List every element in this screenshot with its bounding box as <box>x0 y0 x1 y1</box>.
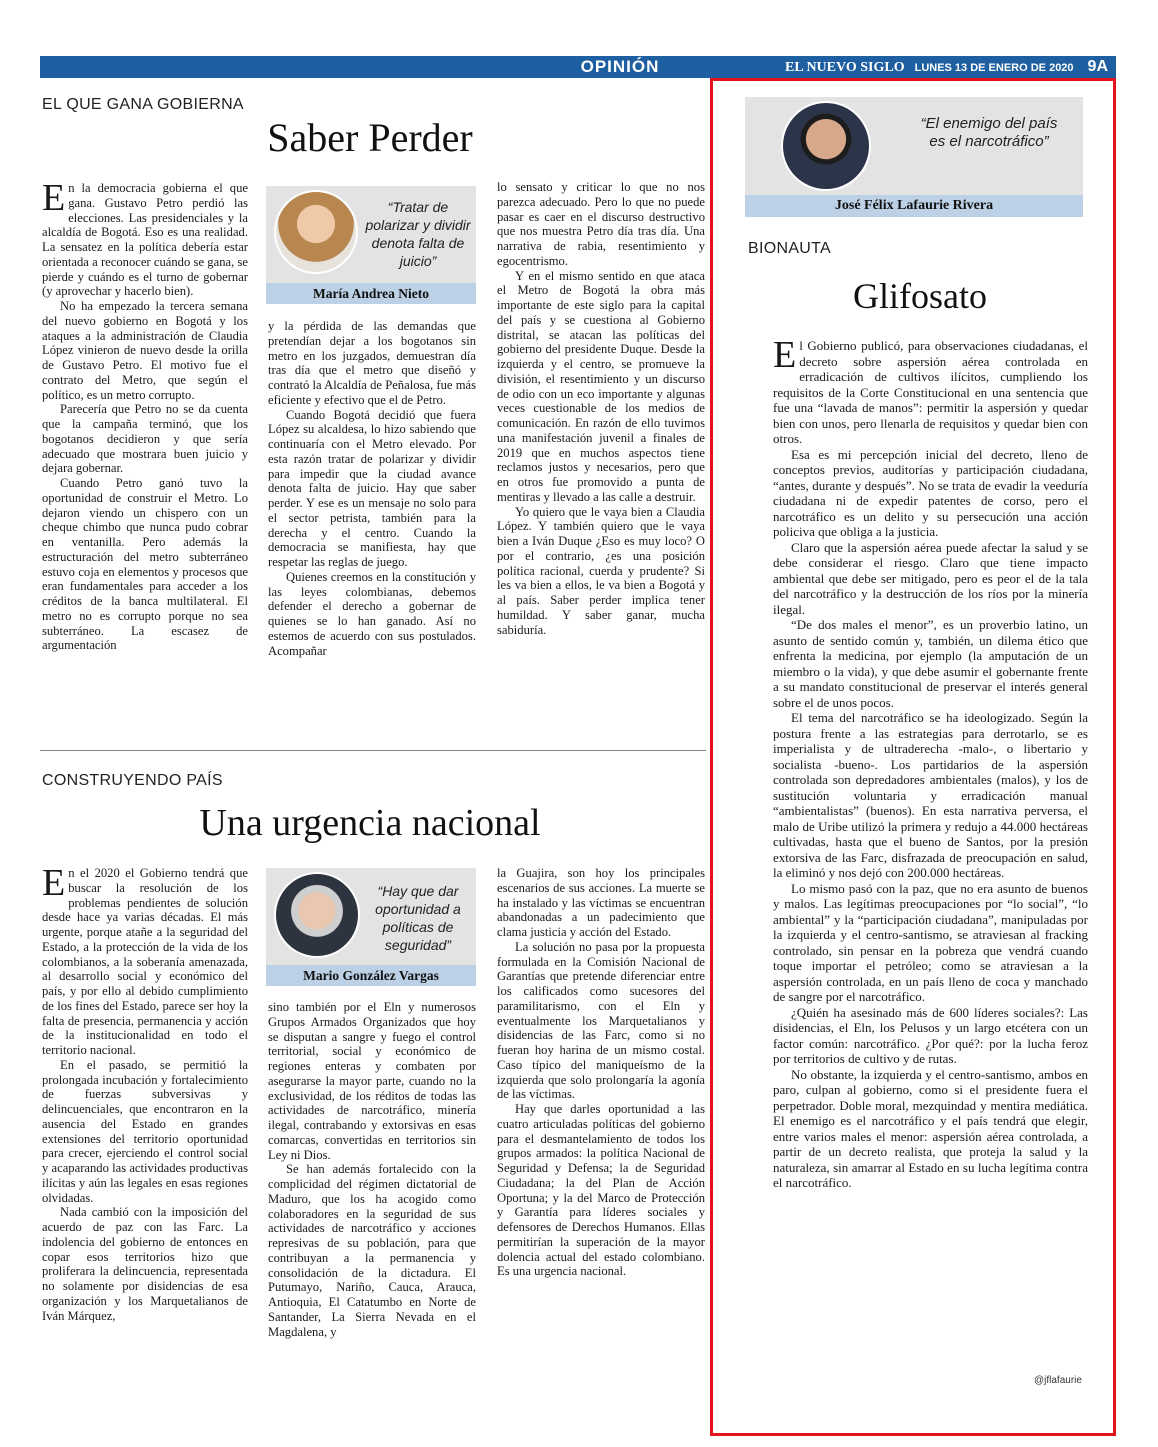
paragraph: Nada cambió con la imposición del acuerdo de paz con las Farc. La indolencia del gobierno de entonces en copar esos territorios hizo que proliferara la delincuencia, representada no solamente por disidencias de esa organización y los Marquetalianos de Iván Márquez, <box>42 1205 248 1323</box>
article1-kicker: EL QUE GANA GOBIERNA <box>42 96 244 113</box>
paragraph: En el pasado, se permitió la prolongada incubación y fortalecimiento de fuerzas subversivas y delincuenciales, que encontraron en la ausencia del Estado en grandes extensiones del territorio oportunidad para crecer, ejerciendo el control social y acaparando las actividades productivas ilícitas y aún las legales en esas regiones olvidadas. <box>42 1057 248 1205</box>
paragraph: Yo quiero que le vaya bien a Claudia López. Y también quiero que le vaya bien a Iván Duque ¿Eso es muy loco? O por el contrario, ¿es una posición política racional, cuerda y prudente? Si les va bien a ellos, le va bien a Bogotá y al país. Saber perder implica tener humildad. Y saber ganar, mucha sabiduría. <box>497 504 705 637</box>
author-name: Mario González Vargas <box>266 965 476 986</box>
masthead <box>785 56 1108 79</box>
article1-dropcap: E <box>42 177 66 219</box>
paragraph: Cuando Bogotá decidió que fuera López su alcaldesa, lo hizo sabiendo que continuaría con el Metro elevado. Por esta razón tratar de polarizar y dividir para impedir que la ciudad avance denota falta de juicio. Hay que saber perder. Y ese es un mensaje no solo para el sector petrista, también para la derecha y el centro. Cuando la democracia se manifiesta, hay que respetar las reglas de juego. <box>268 407 476 569</box>
paragraph: La solución no pasa por la propuesta formulada en la Comisión Nacional de Garantías que pretende diferenciar entre los calificados como sucesores del paramilitarismo, con el Eln y eventualmente los Marquetalianos y disidencias de las Farc, como si no fueran hoy harina de un mismo costal. Caso típico del maniqueísmo de la izquierda que solo prolongaría la agonía de las víctimas. <box>497 939 705 1102</box>
paragraph: la Guajira, son hoy los principales escenarios de sus acciones. La muerte se ha instalado y las víctimas se encuentran abandonadas a un padecimiento que clama justicia y acción del Estado. <box>497 866 705 939</box>
paragraph: Quienes creemos en la constitución y las leyes colombianas, debemos defender el derecho a gobernar de quienes se lo han ganado. Así no estemos de acuerdo con sus postulados. Acompañar <box>268 569 476 658</box>
paragraph: ¿Quién ha asesinado más de 600 líderes sociales?: Las disidencias, el Eln, los Pelusos y un largo etcétera con un factor común: narcotráfico. ¿Por qué?: por la lucha feroz por territorios de cultivo y de rutas. <box>773 1004 1088 1066</box>
author-quote: “El enemigo del país es el narcotráfico” <box>920 115 1058 150</box>
paragraph: n la democracia gobierna el que gana. Gustavo Petro perdió las elecciones. Las presidenciales y la alcaldía de Bogotá. Eso es una realidad. La sensatez en la política debería estar orientada a reconocer cuándo se gana, se pierde y cuándo es el turno de gobernar (y aprovechar y hacerlo bien). <box>42 181 248 299</box>
article-divider <box>40 750 706 751</box>
paragraph: lo sensato y criticar lo que no nos parezca adecuado. Pero lo que no puede pasar es caer en el discurso destructivo que nos muestra Petro día tras día. Una narrativa de rabia, resentimiento y egocentrismo. <box>497 180 705 268</box>
paragraph: No obstante, la izquierda y el centro-santismo, ambos en paro, culpan al gobierno, como si el presidente fuera el perpetrador. Doble moral, mezquindad y mentira mediática. El enemigo es el narcotráfico y el país tendrá que elegir, entre varios males el menor: aspersión aérea controlada, a partir de un decreto realista, que proteja la salud y la naturaleza, sin amarrar al Estado en su lucha legítima contra el narcotráfico. <box>773 1066 1088 1190</box>
author-social-handle: @jflafaurie <box>1034 1375 1082 1386</box>
article3-headline: Glifosato <box>853 276 987 316</box>
paragraph: No ha empezado la tercera semana del nuevo gobierno en Bogotá y los ataques a la administración de Claudia López vinieron de nuevo desde la orilla de Gustavo Petro. El motivo fue el contrato del Metro, que según el político, es un metro corrupto. <box>42 299 248 402</box>
article1-author-box <box>266 186 476 304</box>
paragraph: Lo mismo pasó con la paz, que no era asunto de buenos y malos. Las legítimas preocupaciones por “lo social”, “lo ambiental” y la “participación ciudadana”, manipuladas por la izquierda y el centro-santismo, se atraviesan al fracking controlado, sin pensar en la pobreza que vendrá cuando toque importar el petróleo; como se atraviesan a la aspersión controlada, en un país lleno de coca y manchado de sangre por el narcotráfico. <box>773 880 1088 1004</box>
author-photo <box>274 190 358 274</box>
article1-column-1 <box>42 177 248 653</box>
paragraph: Se han además fortalecido con la complicidad del régimen dictatorial de Maduro, que los ha acogido como colaboradores en la seguridad de sus actividades de narcotráfico y acciones represivas de su población, para que contribuyan a la permanencia y consolidación de la dictadura. El Putumayo, Nariño, Cauca, Arauca, Antioquia, El Catatumbo en Norte de Santander, La Sierra Nevada en el Magdalena, y <box>268 1162 476 1339</box>
article2-column-3 <box>497 866 705 1279</box>
article3-kicker: BIONAUTA <box>748 240 832 257</box>
newspaper-name: EL NUEVO SIGLO <box>785 60 905 75</box>
article3-author-box <box>745 97 1083 217</box>
article3-body <box>773 334 1088 1191</box>
paragraph: n el 2020 el Gobierno tendrá que buscar la resolución de los problemas pendientes de solución desde hace ya varias décadas. El más urgente, porque atañe a la seguridad del Estado, a la protección de la vida de los colombianos, a la soberanía amenazada, al desarrollo social y económico del país, y por ello al debido cumplimiento de los fines del Estado, parece ser hoy la falta de presencia, permanencia y acción de la institucionalidad en todo el territorio nacional. <box>42 866 248 1057</box>
section-name: OPINIÓN <box>580 57 660 76</box>
author-name: María Andrea Nieto <box>266 283 476 304</box>
page-number: 9A <box>1087 58 1108 75</box>
paragraph: Hay que darles oportunidad a las cuatro articuladas políticas del gobierno para el desmantelamiento de todos los grupos armados: la política Nacional de Seguridad y Defensa; la de Seguridad Ciudadana; la del Plan de Acción Oportuna; y la del Marco de Protección y Garantía para líderes sociales y defensores de Derechos Humanos. Ellas permitirían la superación de la mayor dolencia actual del estado colombiano. Es una urgencia nacional. <box>497 1102 705 1279</box>
author-quote: “Tratar de polarizar y dividir denota falta de juicio” <box>365 199 471 269</box>
article1-headline: Saber Perder <box>267 115 473 160</box>
article2-author-box <box>266 868 476 986</box>
article2-dropcap: E <box>42 862 66 904</box>
paragraph: Y en el mismo sentido en que ataca el Metro de Bogotá la obra más importante de este siglo para la capital del país y se cuestiona al Gobierno distrital, se atacan las políticas del gobierno del presidente Duque. Desde la izquierda y el centro, se promueve la división, el resentimiento y un discurso de odio con un eco importante y algunas veces cuestionable de los medios de comunicación. En razón de ello tuvimos una manifestación juvenil a finales de 2019 que en muchos aspectos tiene reclamos justos y necesarios, pero que en otros fue promovido a punta de mentiras y llevado a las calle a destruir. <box>497 268 705 504</box>
paragraph: y la pérdida de las demandas que pretendían dejar a los bogotanos sin metro en los juzgados, demuestran día tras día que el metro que diseñó y contrató la Alcaldía de Peñalosa, fue más eficiente y efectivo que el de Petro. <box>268 319 476 407</box>
article1-column-2 <box>268 319 476 658</box>
author-photo <box>781 101 871 191</box>
article2-column-1 <box>42 862 248 1323</box>
page-header-bar <box>40 56 1116 78</box>
article3-dropcap: E <box>773 334 797 376</box>
paragraph: Parecería que Petro no se da cuenta que la campaña terminó, que los bogotanos decidieron y que sería adecuado que mostrara buen juicio y dejara gobernar. <box>42 402 248 476</box>
article2-kicker: CONSTRUYENDO PAÍS <box>42 772 223 789</box>
paragraph: l Gobierno publicó, para observaciones ciudadanas, el decreto sobre aspersión aérea controlada en erradicación de cultivos ilícitos, cumpliendo los requisitos de la Corte Constitucional en una sentencia que fue una “lavada de manos”: permitir la aspersión y quedar bien con unos, pero llenarla de requisitos y quedar bien con otros. <box>773 338 1088 446</box>
article1-column-3 <box>497 180 705 637</box>
paragraph: El tema del narcotráfico se ha ideologizado. Según la postura frente a las estrategias para derrotarlo, se es imperialista y de ultraderecha -malo-, o libertario y socialista -bueno-. Los partidarios de la aspersión controlada son depredadores ambientales (malos), y los de sustitución voluntaria y erradicación manual “ambientalistas” (buenos). En esta narrativa perversa, el malo de Uribe utilizó la primera y redujo a 44.000 hectáreas cultivadas, hasta que el bueno de Santos, por la presión extorsiva de las Farc, disfrazada de preocupación en salud, la eliminó y nos dejó con 200.000 hectáreas. <box>773 710 1088 880</box>
author-name: José Félix Lafaurie Rivera <box>745 195 1083 217</box>
paragraph: Esa es mi percepción inicial del decreto, lleno de conceptos previos, auditorías y participación ciudadana, “antes, durante y después”. No se trata de evadir la veeduría ciudadana ni de expedir patentes de corso, pero el narcotráfico es un delito y su persecución una acción policiva que obliga a la justicia. <box>773 446 1088 539</box>
paragraph: Claro que la aspersión aérea puede afectar la salud y se debe considerar el riesgo. Claro que tiene impacto ambiental que debe ser mitigado, pero es peor el de la tala del narcotráfico y la destrucción de los ríos por la minería ilegal. <box>773 539 1088 617</box>
issue-date: LUNES 13 DE ENERO DE 2020 <box>914 62 1074 74</box>
paragraph: Cuando Petro ganó tuvo la oportunidad de construir el Metro. Lo dejaron viendo un chispero con un cheque chimbo que nunca pudo cobrar en ventanilla. Pero además la estructuración del metro subterráneo estuvo coja en elementos y procesos que eran fundamentales para acceder a los créditos de la banca multilateral. El metro no es corrupto porque no sea subterráneo. La escasez de argumentación <box>42 476 248 653</box>
author-quote: “Hay que dar oportunidad a políticas de seguridad” <box>375 883 461 953</box>
paragraph: sino también por el Eln y numerosos Grupos Armados Organizados que hoy se disputan a sangre y fuego el control territorial, social y económico de regiones enteras y combaten por asegurarse la mayor parte, cuando no la exclusividad, de los réditos de todas las actividades de narcotráfico, minería ilegal, contrabando y extorsivas en esas comarcas, convertidas en territorios sin Ley ni Dios. <box>268 1000 476 1162</box>
paragraph: “De dos males el menor”, es un proverbio latino, un asunto de sentido común y, también, un dilema ético que enfrenta la medicina, por ejemplo (la amputación de un miembro o la vida), y que debe asumir el gobernante frente a su mandato constitucional de preservar el interés general sobre el de unos pocos. <box>773 617 1088 710</box>
author-photo <box>274 872 360 958</box>
article2-headline: Una urgencia nacional <box>199 802 541 844</box>
article2-column-2 <box>268 1000 476 1339</box>
